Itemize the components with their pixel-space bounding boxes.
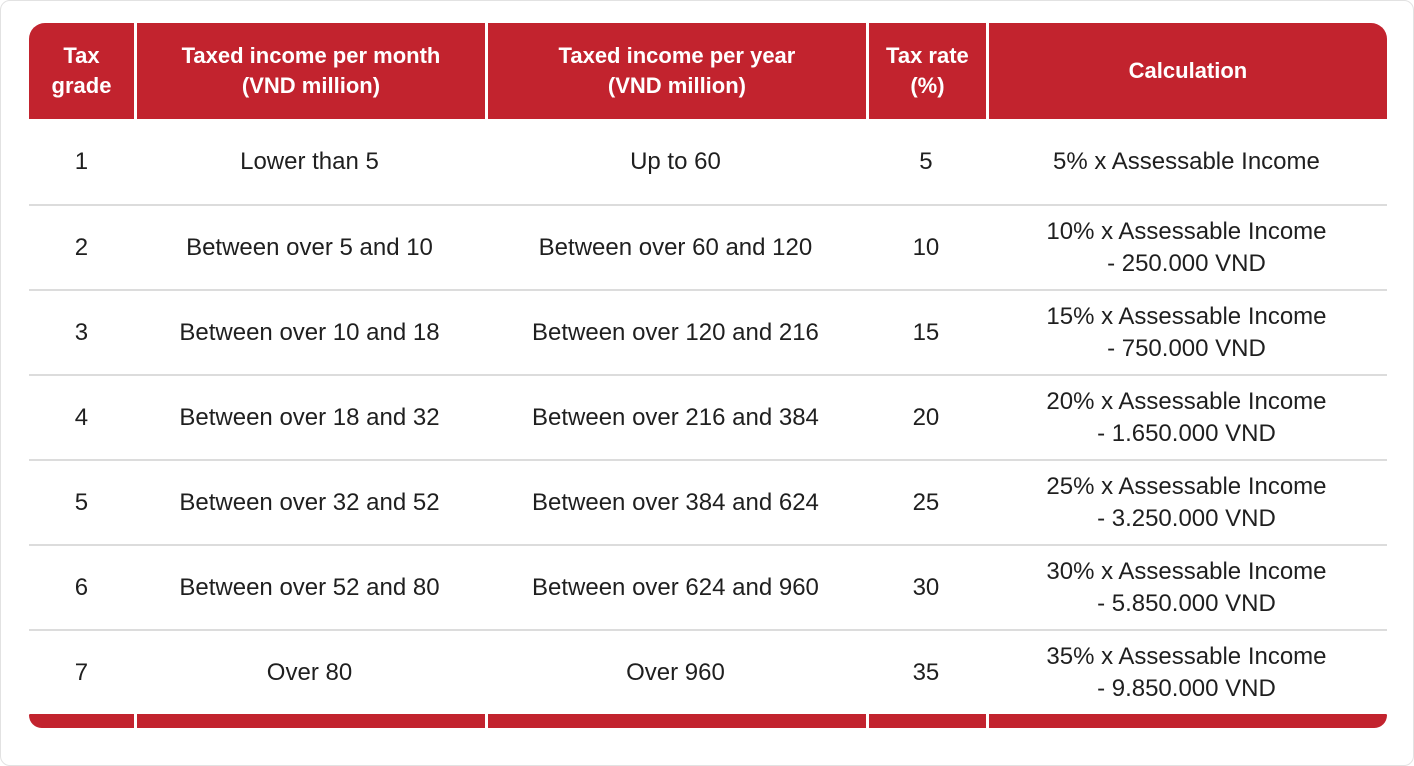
header-taxed-income-year — [485, 23, 866, 119]
header-tax-rate — [866, 23, 986, 119]
table-row — [29, 459, 1387, 544]
cell-income-month: Between over 32 and 52 — [179, 488, 440, 516]
cell-tax-grade: 6 — [74, 573, 89, 601]
calculation-line1: 35% x Assessable Income — [1046, 643, 1327, 671]
calculation-line2: - 3.250.000 VND — [1097, 504, 1276, 532]
cell-income-year: Between over 624 and 960 — [532, 573, 819, 601]
header-calculation — [986, 23, 1387, 119]
table-row — [29, 119, 1387, 204]
cell-income-month: Between over 5 and 10 — [186, 233, 433, 261]
bottom-bar-notch — [485, 714, 488, 728]
table-bottom-bar — [29, 714, 1387, 728]
calculation-line1: 30% x Assessable Income — [1046, 558, 1327, 586]
cell-income-month: Between over 52 and 80 — [179, 573, 440, 601]
cell-tax-rate: 30 — [912, 573, 940, 601]
cell-income-month: Between over 18 and 32 — [179, 403, 440, 431]
header-taxed-income-month-line2: (VND million) — [241, 73, 381, 98]
calculation-line2: - 9.850.000 VND — [1097, 674, 1276, 702]
header-taxed-income-year-line2: (VND million) — [607, 73, 746, 98]
cell-calculation — [986, 471, 1387, 533]
header-tax-grade — [29, 23, 134, 119]
header-taxed-income-month — [134, 23, 485, 119]
cell-income-month: Over 80 — [266, 658, 353, 686]
cell-tax-grade: 5 — [74, 488, 89, 516]
cell-calculation — [986, 641, 1387, 703]
calculation-line2: - 5.850.000 VND — [1097, 589, 1276, 617]
header-tax-grade-line1: Tax — [63, 43, 100, 69]
cell-tax-rate: 10 — [912, 233, 940, 261]
table-row — [29, 204, 1387, 289]
header-tax-rate-line1: Tax rate — [886, 43, 969, 69]
cell-calculation — [986, 556, 1387, 618]
calculation-line1: 10% x Assessable Income — [1046, 218, 1327, 246]
cell-tax-grade: 1 — [74, 147, 89, 175]
header-tax-rate-line2: (%) — [910, 73, 945, 98]
calculation-line2: - 1.650.000 VND — [1097, 419, 1276, 447]
tax-rate-table — [29, 23, 1387, 728]
cell-income-year: Between over 384 and 624 — [532, 488, 819, 516]
cell-calculation — [986, 301, 1387, 363]
cell-income-year: Up to 60 — [630, 147, 721, 175]
table-body — [29, 119, 1387, 714]
calculation-line1: 15% x Assessable Income — [1046, 303, 1327, 331]
header-calculation-line1: Calculation — [1128, 58, 1248, 84]
cell-tax-grade: 4 — [74, 403, 89, 431]
calculation-line1: 5% x Assessable Income — [1053, 147, 1320, 175]
table-row — [29, 289, 1387, 374]
table-row — [29, 544, 1387, 629]
table-row — [29, 374, 1387, 459]
bottom-bar-notch — [986, 714, 989, 728]
cell-income-year: Between over 120 and 216 — [532, 318, 819, 346]
calculation-line2: - 250.000 VND — [1107, 249, 1266, 277]
cell-income-year: Between over 60 and 120 — [538, 233, 813, 261]
header-taxed-income-year-line1: Taxed income per year — [558, 43, 796, 69]
cell-tax-rate: 5 — [919, 147, 933, 175]
cell-income-month: Lower than 5 — [240, 147, 379, 175]
cell-calculation — [986, 146, 1387, 177]
table-header-row — [29, 23, 1387, 119]
cell-calculation — [986, 216, 1387, 278]
cell-income-year: Between over 216 and 384 — [532, 403, 819, 431]
cell-tax-grade: 3 — [74, 318, 89, 346]
cell-calculation — [986, 386, 1387, 448]
header-taxed-income-month-line1: Taxed income per month — [181, 43, 441, 69]
bottom-bar-notch — [134, 714, 137, 728]
cell-tax-rate: 35 — [912, 658, 940, 686]
cell-tax-grade: 2 — [74, 233, 89, 261]
calculation-line1: 25% x Assessable Income — [1046, 473, 1327, 501]
calculation-line2: - 750.000 VND — [1107, 334, 1266, 362]
bottom-bar-notch — [866, 714, 869, 728]
cell-tax-rate: 15 — [912, 318, 940, 346]
cell-tax-grade: 7 — [74, 658, 89, 686]
calculation-line1: 20% x Assessable Income — [1046, 388, 1327, 416]
header-tax-grade-line2: grade — [51, 73, 112, 98]
cell-income-month: Between over 10 and 18 — [179, 318, 440, 346]
cell-income-year: Over 960 — [626, 658, 725, 686]
table-row — [29, 629, 1387, 714]
cell-tax-rate: 25 — [912, 488, 940, 516]
cell-tax-rate: 20 — [912, 403, 940, 431]
